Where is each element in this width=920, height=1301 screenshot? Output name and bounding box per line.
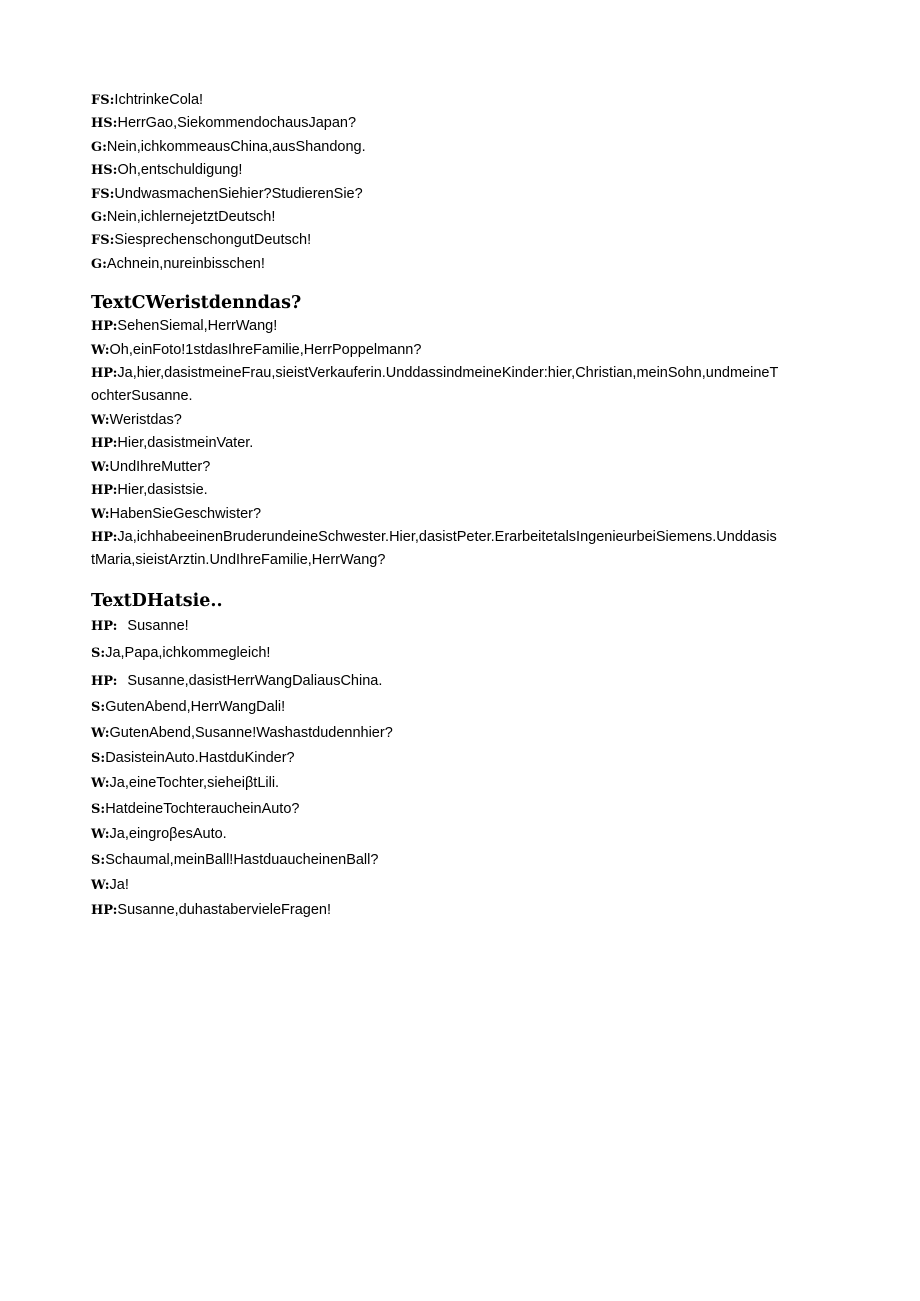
speaker-label: W: [91,412,110,428]
speaker-label: FS: [91,93,115,108]
dialogue-text: Schaumal,meinBall!HastduaucheinenBall? [105,851,379,868]
speaker-label: S: [91,700,106,716]
speaker-label: HP: [91,673,118,689]
dialogue-text: Ja,Papa,ichkommegleich! [105,645,271,662]
dialogue-text: SehenSiemal,HerrWang! [117,318,278,335]
dialogue-text: Oh,entschuldigung! [117,162,243,179]
dialogue-text: Ja! [109,877,129,894]
dialogue-text: Ja,eingroβesAuto. [109,826,227,843]
dialogue-line [91,206,831,229]
dialogue-line [91,613,831,641]
dialogue-line [91,695,831,720]
dialogue-line [91,721,831,746]
dialogue-line [91,526,831,549]
dialogue-text: IchtrinkeCola! [114,92,204,108]
speaker-label: HP: [91,483,118,499]
speaker-label: HS: [91,116,118,132]
dialogue-line [91,362,831,385]
dialogue-line [91,253,831,276]
speaker-label: HP: [91,319,118,335]
dialogue-text: Ja,eineTochter,sieheiβtLili. [109,775,280,792]
dialogue-text: Oh,einFoto!1stdasIhreFamilie,HerrPoppelmann? [109,341,422,358]
speaker-label: W: [91,776,110,792]
speaker-label: HP: [91,436,118,452]
dialogue-line [91,409,831,432]
intro-dialogue [91,89,831,276]
speaker-label: W: [91,878,110,894]
text-c-section [91,292,831,572]
dialogue-line [91,339,831,362]
dialogue-text: Hier,dasistsie. [117,482,208,499]
speaker-label: HS: [91,163,118,179]
dialogue-text: Susanne,dasistHerrWangDaliausChina. [127,672,383,689]
speaker-label: W: [91,342,110,358]
dialogue-line [91,315,831,338]
dialogue-line-continuation: ochterSusanne. [91,388,193,405]
dialogue-line [91,797,831,822]
speaker-label: HP: [91,529,118,545]
dialogue-line [91,668,831,696]
dialogue-text: Susanne! [127,617,189,634]
dialogue-text: GutenAbend,HerrWangDali! [105,699,286,716]
dialogue-line [91,432,831,455]
dialogue-text: Nein,ichlernejetztDeutsch! [106,209,276,226]
dialogue-line [91,112,831,135]
speaker-label: G: [91,210,107,226]
dialogue-text: DasisteinAuto.HastduKinder? [105,750,295,767]
dialogue-text: Achnein,nureinbisschen! [106,255,265,272]
speaker-label: W: [91,459,110,475]
speaker-label: HP: [91,903,118,919]
speaker-label: FS: [91,233,115,249]
dialogue-text: UndwasmachenSiehier?StudierenSie? [114,185,363,202]
text-d-section [91,590,831,924]
dialogue-line [91,89,831,112]
dialogue-text: Nein,ichkommeausChina,ausShandong. [106,138,366,155]
speaker-label: G: [91,256,107,272]
dialogue-line [91,136,831,159]
dialogue-line [91,746,831,771]
dialogue-line [91,183,831,206]
speaker-label: W: [91,725,110,741]
dialogue-line [91,848,831,873]
dialogue-line-continuation: tMaria,sieistArztin.UndIhreFamilie,HerrWang? [91,552,386,569]
dialogue-line [91,159,831,182]
dialogue-text: Ja,ichhabeeinenBruderundeineSchwester.Hier,dasistPeter.ErarbeitetalsIngenieurbeiSiemens.Unddasis [117,528,777,545]
dialogue-line [91,503,831,526]
speaker-label: S: [91,646,106,662]
speaker-label: W: [91,827,110,843]
dialogue-line [91,229,831,252]
dialogue-text: Weristdas? [109,411,182,428]
document-page [91,89,831,924]
dialogue-text: HabenSieGeschwister? [109,505,262,522]
dialogue-text: GutenAbend,Susanne!Washastdudennhier? [109,724,393,741]
speaker-label: G: [91,139,107,155]
dialogue-line [91,873,831,898]
dialogue-line [91,771,831,796]
speaker-label: S: [91,751,106,767]
dialogue-text: Ja,hier,dasistmeineFrau,sieistVerkauferin.UnddassindmeineKinder:hier,Christian,meinSohn,undmeineT [117,365,779,382]
dialogue-text: Hier,dasistmeinVater. [117,435,254,452]
section-title: TextCWeristdenndas? [91,293,302,314]
dialogue-text: HerrGao,SiekommendochausJapan? [117,115,357,132]
dialogue-text: SiesprechenschongutDeutsch! [114,232,312,249]
dialogue-line [91,479,831,502]
speaker-label: HP: [91,366,118,382]
dialogue-text: HatdeineTochteraucheinAuto? [105,800,300,817]
dialogue-line [91,640,831,668]
speaker-label: W: [91,506,110,522]
dialogue-text: Susanne,duhastabervieleFragen! [117,902,332,919]
speaker-label: S: [91,852,106,868]
speaker-label: FS: [91,186,115,202]
section-title: TextDHatsie.. [91,590,223,611]
dialogue-line [91,822,831,847]
speaker-label: S: [91,801,106,817]
dialogue-text: UndIhreMutter? [109,458,211,475]
speaker-label: HP: [91,618,118,634]
dialogue-line [91,898,831,923]
dialogue-line [91,456,831,479]
